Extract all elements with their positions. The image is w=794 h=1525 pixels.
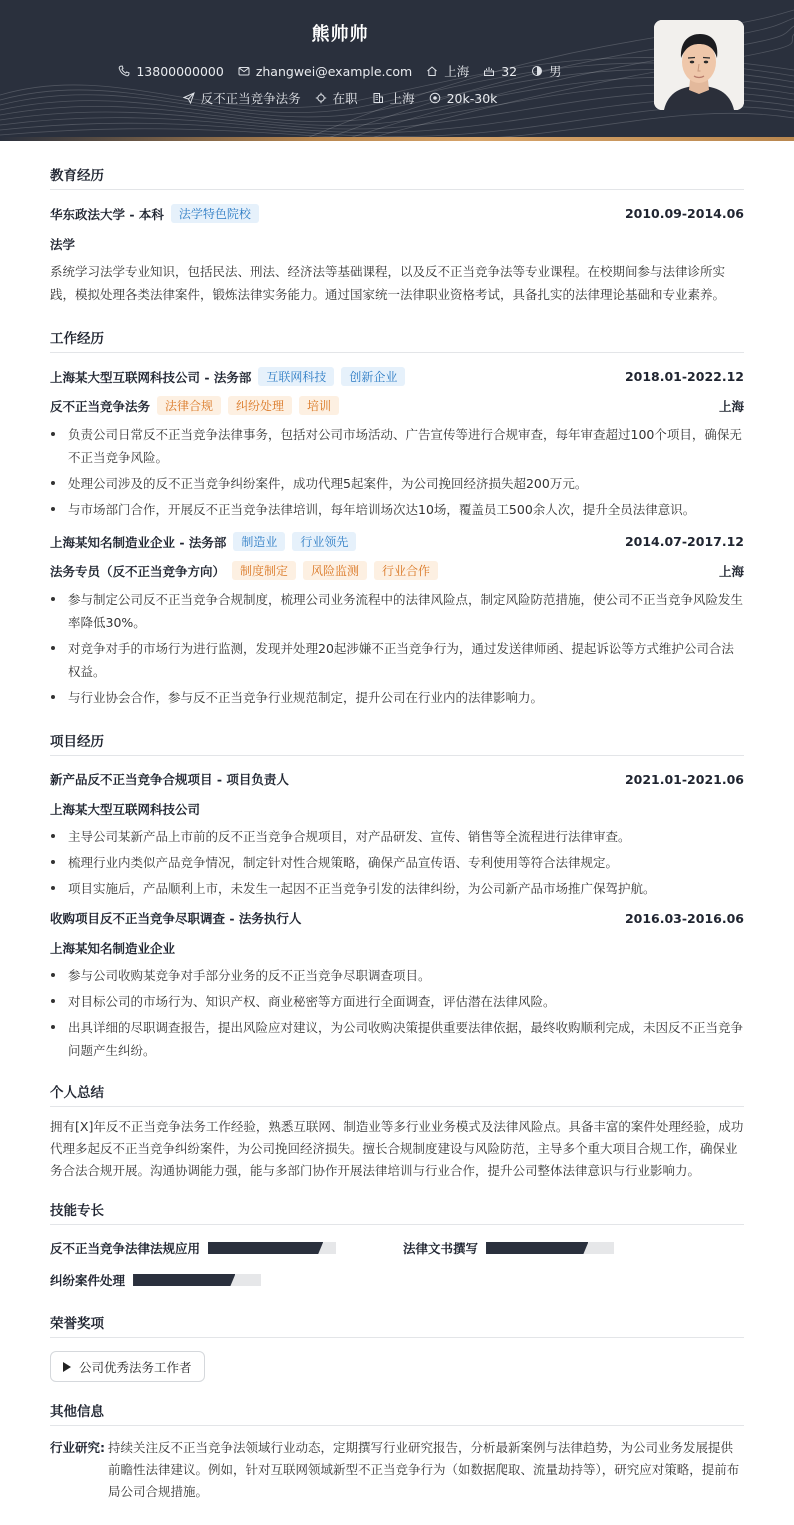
building-icon [372, 92, 384, 104]
phone-text: 13800000000 [136, 63, 224, 79]
list-item: 对竞争对手的市场行为进行监测，发现并处理20起涉嫌不正当竞争行为，通过发送律师函、提起诉讼等方式维护公司合法权益。 [50, 637, 744, 683]
age-item [483, 62, 517, 80]
city-text: 上海 [444, 64, 470, 79]
list-item: 参与公司收购某竞争对手部分业务的反不正当竞争尽职调查项目。 [50, 964, 744, 987]
target-city-item [372, 89, 415, 107]
portrait-image [654, 20, 744, 110]
work-bullets [50, 588, 744, 709]
education-description: 系统学习法学专业知识，包括民法、刑法、经济法等基础课程，以及反不正当竞争法等专业课程。在校期间参与法律诊所实践，模拟处理各类法律案件，锻炼法律实务能力。通过国家统一法律职业资格考试，具备扎实的法律理论基础和专业素养。 [50, 264, 726, 302]
project-date: 2016.03-2016.06 [624, 910, 744, 926]
cake-icon [483, 65, 495, 77]
work-item [50, 367, 744, 521]
target-city-text: 上海 [389, 91, 415, 106]
company-tag: 互联网科技 [258, 367, 334, 386]
skill-bar [133, 1274, 261, 1286]
project-item [50, 909, 744, 1062]
list-item: 处理公司涉及的反不正当竞争纠纷案件，成功代理5起案件，为公司挽回经济损失超200万元。 [50, 472, 744, 495]
profile-photo [654, 20, 744, 110]
work-city: 上海 [718, 563, 744, 579]
other-section [50, 1400, 744, 1503]
project-name: 收购项目反不正当竞争尽职调查 - 法务执行人 [50, 911, 302, 926]
paper-plane-icon [183, 92, 195, 104]
role-name: 反不正当竞争法务 [50, 398, 151, 414]
skills-row [50, 1271, 744, 1289]
project-name: 新产品反不正当竞争合规项目 - 项目负责人 [50, 772, 289, 787]
email-text: zhangwei@example.com [255, 63, 413, 79]
skill-item [50, 1271, 261, 1289]
project-header-row [50, 909, 744, 927]
status-item [315, 89, 358, 107]
skill-name: 反不正当竞争法律法规应用 [50, 1241, 201, 1256]
triangle-right-icon [63, 1362, 71, 1372]
other-label: 行业研究: [50, 1440, 105, 1455]
work-item [50, 532, 744, 709]
email-icon [238, 65, 250, 77]
company-name: 上海某知名制造业企业 - 法务部 [50, 534, 227, 550]
work-date: 2018.01-2022.12 [624, 369, 744, 384]
work-section [50, 327, 744, 709]
section-title-projects: 项目经历 [50, 730, 744, 756]
role-tag: 法律合规 [157, 396, 221, 415]
city-item [426, 62, 469, 80]
project-item [50, 770, 744, 900]
section-title-summary: 个人总结 [50, 1081, 744, 1107]
school-tag: 法学特色院校 [171, 204, 259, 223]
list-item: 项目实施后，产品顺利上市，未发生一起因不正当竞争引发的法律纠纷，为公司新产品市场推广保驾护航。 [50, 877, 744, 900]
company-name: 上海某大型互联网科技公司 - 法务部 [50, 369, 252, 385]
gender-icon [531, 65, 543, 77]
skill-item [50, 1239, 403, 1257]
email-item [238, 62, 412, 80]
award-name: 公司优秀法务工作者 [79, 1359, 192, 1375]
skill-bar-fill [133, 1274, 235, 1286]
status-text: 在职 [332, 91, 358, 106]
role-tag: 行业合作 [374, 561, 438, 580]
age-text: 32 [501, 63, 518, 79]
work-role-row [50, 396, 744, 415]
skill-bar-fill [208, 1242, 323, 1254]
salary-icon [429, 92, 441, 104]
contact-row [0, 62, 680, 80]
award-item [50, 1351, 205, 1382]
other-text: 持续关注反不正当竞争法领域行业动态，定期撰写行业研究报告，分析最新案例与法律趋势，为公司业务发展提供前瞻性法律建议。例如，针对互联网领域新型不正当竞争行为（如数据爬取、流量劫持等），研究应对策略，提前布局公司合规措施。 [108, 1440, 740, 1499]
resume-header [0, 0, 794, 141]
education-header-row [50, 204, 744, 223]
list-item: 与行业协会合作，参与反不正当竞争行业规范制定，提升公司在行业内的法律影响力。 [50, 686, 744, 709]
section-title-skills: 技能专长 [50, 1199, 744, 1225]
status-icon [315, 92, 327, 104]
project-org: 上海某大型互联网科技公司 [50, 802, 201, 817]
work-bullets [50, 423, 744, 521]
company-tag: 行业领先 [292, 532, 356, 551]
project-date: 2021.01-2021.06 [624, 771, 744, 787]
skill-name: 纠纷案件处理 [50, 1273, 126, 1288]
salary-text: 20k-30k [446, 90, 498, 106]
role-tag: 制度制定 [232, 561, 296, 580]
work-company-row [50, 367, 744, 386]
skill-item [403, 1239, 614, 1257]
phone-icon [118, 65, 130, 77]
summary-section [50, 1081, 744, 1182]
salary-item [429, 89, 498, 107]
resume-content [50, 141, 744, 1503]
role-tag: 培训 [299, 396, 339, 415]
summary-text: 拥有[X]年反不正当竞争法务工作经验，熟悉互联网、制造业等多行业业务模式及法律风险点。具备丰富的案件处理经验，成功代理多起反不正当竞争纠纷案件，为公司挽回经济损失。擅长合规制度建设与风险防范，主导多个重大项目合规工作，确保业务合法合规开展。沟通协调能力强，能与多部门协作开展法律培训与行业合作，提升公司整体法律意识与行业影响力。 [50, 1119, 744, 1178]
section-title-work: 工作经历 [50, 327, 744, 353]
list-item: 对目标公司的市场行为、知识产权、商业秘密等方面进行全面调查，评估潜在法律风险。 [50, 990, 744, 1013]
list-item: 梳理行业内类似产品竞争情况，制定针对性合规策略，确保产品宣传语、专利使用等符合法律规定。 [50, 851, 744, 874]
skill-name: 法律文书撰写 [403, 1241, 479, 1256]
list-item: 出具详细的尽职调查报告，提出风险应对建议，为公司收购决策提供重要法律依据，最终收购顺利完成，未因反不正当竞争问题产生纠纷。 [50, 1016, 744, 1062]
phone-item [118, 62, 223, 80]
work-date: 2014.07-2017.12 [624, 534, 744, 549]
list-item: 与市场部门合作，开展反不正当竞争法律培训，每年培训场次达10场，覆盖员工500余人次，提升全员法律意识。 [50, 498, 744, 521]
skill-bar [208, 1242, 336, 1254]
work-city: 上海 [718, 398, 744, 414]
skills-row [50, 1239, 744, 1257]
target-role-text: 反不正当竞争法务 [200, 91, 301, 106]
company-tag: 创新企业 [341, 367, 405, 386]
education-section [50, 164, 744, 306]
honors-section [50, 1312, 744, 1382]
section-title-other: 其他信息 [50, 1400, 744, 1426]
work-role-row [50, 561, 744, 580]
candidate-name: 熊帅帅 [311, 24, 369, 45]
company-tag: 制造业 [233, 532, 285, 551]
list-item: 主导公司某新产品上市前的反不正当竞争合规项目，对产品研发、宣传、销售等全流程进行法律审查。 [50, 825, 744, 848]
gender-text: 男 [549, 64, 562, 79]
role-tag: 纠纷处理 [228, 396, 292, 415]
job-intent-row [0, 89, 680, 107]
skills-section [50, 1199, 744, 1289]
home-icon [426, 65, 438, 77]
education-major: 法学 [50, 237, 76, 252]
project-header-row [50, 770, 744, 788]
other-info-row [50, 1437, 744, 1503]
school-name: 华东政法大学 - 本科 [50, 206, 164, 222]
role-name: 法务专员（反不正当竞争方向） [50, 563, 226, 579]
project-bullets [50, 964, 744, 1062]
skill-bar-fill [486, 1242, 588, 1254]
list-item: 负责公司日常反不正当竞争法律事务，包括对公司市场活动、广告宣传等进行合规审查，每年审查超过100个项目，确保无不正当竞争风险。 [50, 423, 744, 469]
gender-item [531, 62, 562, 80]
projects-section [50, 730, 744, 1062]
skill-bar [486, 1242, 614, 1254]
role-tag: 风险监测 [303, 561, 367, 580]
work-company-row [50, 532, 744, 551]
project-org: 上海某知名制造业企业 [50, 941, 176, 956]
section-title-honors: 荣誉奖项 [50, 1312, 744, 1338]
education-date: 2010.09-2014.06 [624, 206, 744, 221]
list-item: 参与制定公司反不正当竞争合规制度，梳理公司业务流程中的法律风险点，制定风险防范措施，使公司不正当竞争风险发生率降低30%。 [50, 588, 744, 634]
section-title-education: 教育经历 [50, 164, 744, 190]
target-role-item [183, 89, 301, 107]
project-bullets [50, 825, 744, 900]
